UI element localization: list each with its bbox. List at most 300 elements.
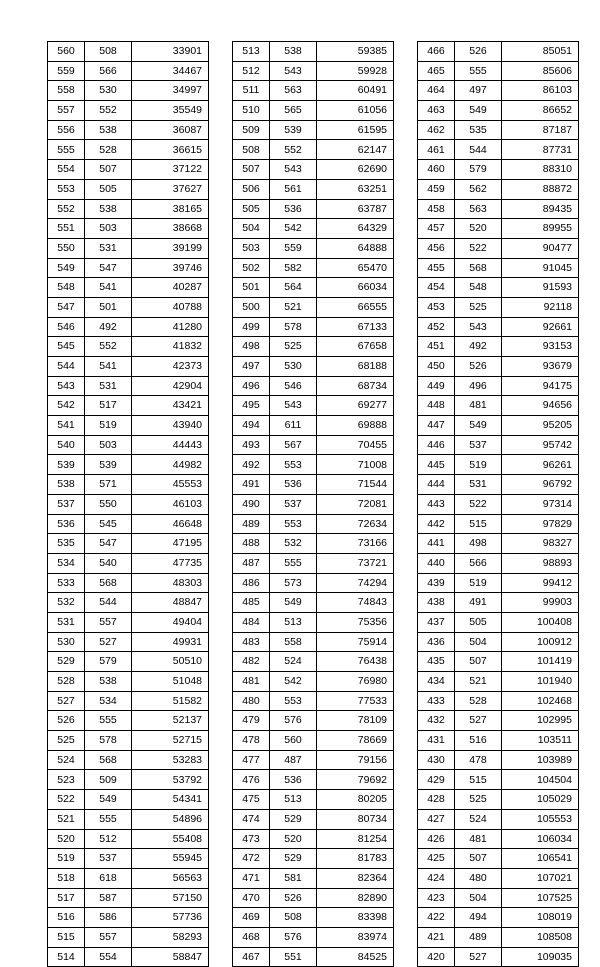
cumulative-cell: 107525 (502, 888, 579, 908)
table-row (233, 514, 394, 534)
score-cell: 483 (233, 632, 270, 652)
score-cell: 493 (233, 435, 270, 455)
table-row (418, 199, 579, 219)
cumulative-cell: 108508 (502, 927, 579, 947)
cumulative-cell: 68734 (317, 376, 394, 396)
score-cell: 512 (233, 61, 270, 81)
table-row (418, 947, 579, 967)
score-cell: 553 (48, 179, 85, 199)
table-row (233, 278, 394, 298)
table-row (233, 160, 394, 180)
score-cell: 436 (418, 632, 455, 652)
score-cell: 444 (418, 475, 455, 495)
score-cell: 461 (418, 140, 455, 160)
table-row (418, 396, 579, 416)
score-cell: 494 (233, 416, 270, 436)
count-cell: 481 (455, 396, 502, 416)
score-cell: 453 (418, 297, 455, 317)
score-cell: 421 (418, 927, 455, 947)
count-cell: 553 (270, 455, 317, 475)
table-row (233, 593, 394, 613)
score-cell: 441 (418, 534, 455, 554)
cumulative-cell: 95742 (502, 435, 579, 455)
cumulative-cell: 74843 (317, 593, 394, 613)
table-row (233, 297, 394, 317)
table-row (48, 691, 209, 711)
cumulative-cell: 61056 (317, 101, 394, 121)
count-cell: 536 (270, 770, 317, 790)
cumulative-cell: 98327 (502, 534, 579, 554)
score-cell: 434 (418, 672, 455, 692)
table-row (48, 947, 209, 967)
count-cell: 543 (270, 61, 317, 81)
table-row (48, 868, 209, 888)
cumulative-cell: 39746 (132, 258, 209, 278)
cumulative-cell: 93679 (502, 357, 579, 377)
count-cell: 555 (85, 809, 132, 829)
score-cell: 514 (48, 947, 85, 967)
count-cell: 550 (85, 494, 132, 514)
count-cell: 520 (455, 219, 502, 239)
score-cell: 560 (48, 42, 85, 62)
score-cell: 552 (48, 199, 85, 219)
count-cell: 542 (270, 219, 317, 239)
count-cell: 515 (455, 770, 502, 790)
table-row (233, 81, 394, 101)
table-row (233, 790, 394, 810)
cumulative-cell: 94175 (502, 376, 579, 396)
cumulative-cell: 75914 (317, 632, 394, 652)
count-cell: 531 (85, 238, 132, 258)
score-cell: 544 (48, 357, 85, 377)
score-cell: 516 (48, 908, 85, 928)
table-row (233, 750, 394, 770)
score-cell: 432 (418, 711, 455, 731)
cumulative-cell: 96792 (502, 475, 579, 495)
cumulative-cell: 77533 (317, 691, 394, 711)
table-row (418, 140, 579, 160)
count-cell: 582 (270, 258, 317, 278)
score-cell: 484 (233, 612, 270, 632)
score-cell: 491 (233, 475, 270, 495)
score-cell: 420 (418, 947, 455, 967)
table-row (48, 238, 209, 258)
count-cell: 571 (85, 475, 132, 495)
table-row (418, 731, 579, 751)
score-cell: 531 (48, 612, 85, 632)
table-row (48, 357, 209, 377)
count-cell: 528 (85, 140, 132, 160)
table-row (233, 258, 394, 278)
score-cell: 442 (418, 514, 455, 534)
table-row (233, 534, 394, 554)
count-cell: 508 (85, 42, 132, 62)
score-cell: 423 (418, 888, 455, 908)
cumulative-cell: 53792 (132, 770, 209, 790)
cumulative-cell: 88872 (502, 179, 579, 199)
count-cell: 507 (455, 652, 502, 672)
cumulative-cell: 33901 (132, 42, 209, 62)
table-row (418, 219, 579, 239)
score-cell: 480 (233, 691, 270, 711)
score-cell: 515 (48, 927, 85, 947)
count-cell: 578 (85, 731, 132, 751)
table-row (48, 809, 209, 829)
count-cell: 528 (455, 691, 502, 711)
cumulative-cell: 40287 (132, 278, 209, 298)
table-row (418, 357, 579, 377)
cumulative-cell: 56563 (132, 868, 209, 888)
count-cell: 512 (85, 829, 132, 849)
cumulative-cell: 37627 (132, 179, 209, 199)
cumulative-cell: 55945 (132, 849, 209, 869)
table-row (48, 829, 209, 849)
cumulative-cell: 92118 (502, 297, 579, 317)
cumulative-cell: 103989 (502, 750, 579, 770)
count-cell: 587 (85, 888, 132, 908)
cumulative-cell: 66034 (317, 278, 394, 298)
cumulative-cell: 71008 (317, 455, 394, 475)
cumulative-cell: 43940 (132, 416, 209, 436)
table-row (48, 455, 209, 475)
score-cell: 554 (48, 160, 85, 180)
count-cell: 576 (270, 927, 317, 947)
count-cell: 544 (455, 140, 502, 160)
count-cell: 543 (455, 317, 502, 337)
table-row (48, 888, 209, 908)
cumulative-cell: 39199 (132, 238, 209, 258)
cumulative-cell: 59928 (317, 61, 394, 81)
score-cell: 537 (48, 494, 85, 514)
table-row (48, 317, 209, 337)
table-row (48, 593, 209, 613)
count-cell: 525 (270, 337, 317, 357)
cumulative-cell: 104504 (502, 770, 579, 790)
cumulative-cell: 37122 (132, 160, 209, 180)
table-row (418, 120, 579, 140)
table-row (233, 573, 394, 593)
table-row (48, 278, 209, 298)
count-cell: 552 (85, 337, 132, 357)
count-cell: 561 (270, 179, 317, 199)
count-cell: 537 (270, 494, 317, 514)
score-cell: 530 (48, 632, 85, 652)
score-table-3 (417, 41, 579, 967)
table-row (48, 416, 209, 436)
cumulative-cell: 34467 (132, 61, 209, 81)
count-cell: 555 (270, 553, 317, 573)
score-cell: 550 (48, 238, 85, 258)
score-cell: 476 (233, 770, 270, 790)
count-cell: 503 (85, 435, 132, 455)
cumulative-cell: 108019 (502, 908, 579, 928)
count-cell: 563 (270, 81, 317, 101)
score-cell: 439 (418, 573, 455, 593)
score-cell: 425 (418, 849, 455, 869)
score-cell: 520 (48, 829, 85, 849)
count-cell: 554 (85, 947, 132, 967)
score-cell: 489 (233, 514, 270, 534)
table-row (48, 849, 209, 869)
score-cell: 492 (233, 455, 270, 475)
score-cell: 538 (48, 475, 85, 495)
cumulative-cell: 51048 (132, 672, 209, 692)
score-cell: 458 (418, 199, 455, 219)
table-row (418, 160, 579, 180)
count-cell: 576 (270, 711, 317, 731)
count-cell: 532 (270, 534, 317, 554)
score-cell: 430 (418, 750, 455, 770)
score-cell: 533 (48, 573, 85, 593)
table-row (418, 278, 579, 298)
count-cell: 559 (270, 238, 317, 258)
count-cell: 551 (270, 947, 317, 967)
table-row (48, 199, 209, 219)
cumulative-cell: 76980 (317, 672, 394, 692)
count-cell: 579 (85, 652, 132, 672)
cumulative-cell: 100408 (502, 612, 579, 632)
cumulative-cell: 52715 (132, 731, 209, 751)
count-cell: 553 (270, 514, 317, 534)
cumulative-cell: 107021 (502, 868, 579, 888)
table-row (48, 711, 209, 731)
count-cell: 519 (455, 455, 502, 475)
cumulative-cell: 88310 (502, 160, 579, 180)
count-cell: 538 (270, 42, 317, 62)
count-cell: 531 (85, 376, 132, 396)
table-row (418, 868, 579, 888)
table-row (48, 672, 209, 692)
cumulative-cell: 99903 (502, 593, 579, 613)
count-cell: 581 (270, 868, 317, 888)
cumulative-cell: 64888 (317, 238, 394, 258)
cumulative-cell: 72634 (317, 514, 394, 534)
table-row (48, 612, 209, 632)
score-cell: 542 (48, 396, 85, 416)
count-cell: 537 (85, 849, 132, 869)
score-cell: 499 (233, 317, 270, 337)
score-cell: 536 (48, 514, 85, 534)
score-cell: 496 (233, 376, 270, 396)
score-cell: 532 (48, 593, 85, 613)
cumulative-cell: 76438 (317, 652, 394, 672)
table-row (48, 160, 209, 180)
count-cell: 478 (455, 750, 502, 770)
count-cell: 536 (270, 475, 317, 495)
cumulative-cell: 54341 (132, 790, 209, 810)
table-row (233, 908, 394, 928)
score-cell: 500 (233, 297, 270, 317)
table-row (233, 711, 394, 731)
table-row (233, 475, 394, 495)
cumulative-cell: 45553 (132, 475, 209, 495)
cumulative-cell: 84525 (317, 947, 394, 967)
count-cell: 549 (455, 416, 502, 436)
table-row (233, 947, 394, 967)
table-row (418, 376, 579, 396)
count-cell: 564 (270, 278, 317, 298)
count-cell: 481 (455, 829, 502, 849)
table-row (418, 514, 579, 534)
score-cell: 454 (418, 278, 455, 298)
count-cell: 504 (455, 632, 502, 652)
table-row (48, 219, 209, 239)
score-cell: 558 (48, 81, 85, 101)
table-row (418, 849, 579, 869)
table-row (418, 711, 579, 731)
count-cell: 507 (455, 849, 502, 869)
cumulative-cell: 97829 (502, 514, 579, 534)
table-row (48, 750, 209, 770)
score-cell: 440 (418, 553, 455, 573)
count-cell: 546 (270, 376, 317, 396)
cumulative-cell: 47735 (132, 553, 209, 573)
cumulative-cell: 101419 (502, 652, 579, 672)
table-row (418, 927, 579, 947)
score-cell: 478 (233, 731, 270, 751)
cumulative-cell: 57150 (132, 888, 209, 908)
cumulative-cell: 95205 (502, 416, 579, 436)
cumulative-cell: 102468 (502, 691, 579, 711)
table-row (418, 317, 579, 337)
score-cell: 522 (48, 790, 85, 810)
cumulative-cell: 63787 (317, 199, 394, 219)
cumulative-cell: 102995 (502, 711, 579, 731)
table-row (48, 337, 209, 357)
count-cell: 519 (455, 573, 502, 593)
score-cell: 469 (233, 908, 270, 928)
table-row (418, 475, 579, 495)
cumulative-cell: 60491 (317, 81, 394, 101)
count-cell: 498 (455, 534, 502, 554)
table-row (233, 888, 394, 908)
score-cell: 475 (233, 790, 270, 810)
table-row (233, 416, 394, 436)
table-row (418, 809, 579, 829)
score-cell: 524 (48, 750, 85, 770)
table-row (233, 140, 394, 160)
count-cell: 527 (85, 632, 132, 652)
score-cell: 472 (233, 849, 270, 869)
score-cell: 422 (418, 908, 455, 928)
count-cell: 547 (85, 258, 132, 278)
score-cell: 460 (418, 160, 455, 180)
score-table-2 (232, 41, 394, 967)
count-cell: 560 (270, 731, 317, 751)
table-row (233, 652, 394, 672)
count-cell: 535 (455, 120, 502, 140)
score-cell: 521 (48, 809, 85, 829)
table-row (48, 435, 209, 455)
score-cell: 438 (418, 593, 455, 613)
table-row (418, 652, 579, 672)
table-row (233, 179, 394, 199)
count-cell: 539 (85, 455, 132, 475)
score-cell: 503 (233, 238, 270, 258)
score-cell: 556 (48, 120, 85, 140)
score-cell: 473 (233, 829, 270, 849)
cumulative-cell: 38165 (132, 199, 209, 219)
cumulative-cell: 50510 (132, 652, 209, 672)
score-cell: 504 (233, 219, 270, 239)
count-cell: 536 (270, 199, 317, 219)
table-row (48, 908, 209, 928)
score-cell: 455 (418, 258, 455, 278)
table-row (418, 573, 579, 593)
cumulative-cell: 43421 (132, 396, 209, 416)
cumulative-cell: 49404 (132, 612, 209, 632)
score-cell: 477 (233, 750, 270, 770)
score-cell: 549 (48, 258, 85, 278)
score-cell: 467 (233, 947, 270, 967)
score-cell: 548 (48, 278, 85, 298)
cumulative-cell: 70455 (317, 435, 394, 455)
table-row (233, 494, 394, 514)
score-cell: 497 (233, 357, 270, 377)
table-row (418, 908, 579, 928)
table-row (233, 868, 394, 888)
count-cell: 507 (85, 160, 132, 180)
cumulative-cell: 96261 (502, 455, 579, 475)
count-cell: 568 (85, 750, 132, 770)
count-cell: 543 (270, 160, 317, 180)
cumulative-cell: 57736 (132, 908, 209, 928)
table-row (48, 927, 209, 947)
table-row (233, 396, 394, 416)
table-row (233, 42, 394, 62)
table-row (233, 61, 394, 81)
count-cell: 579 (455, 160, 502, 180)
cumulative-cell: 79156 (317, 750, 394, 770)
table-row (418, 435, 579, 455)
cumulative-cell: 85051 (502, 42, 579, 62)
count-cell: 524 (455, 809, 502, 829)
score-cell: 505 (233, 199, 270, 219)
cumulative-cell: 46103 (132, 494, 209, 514)
cumulative-cell: 94656 (502, 396, 579, 416)
count-cell: 549 (455, 101, 502, 121)
score-cell: 462 (418, 120, 455, 140)
score-cell: 485 (233, 593, 270, 613)
cumulative-cell: 68188 (317, 357, 394, 377)
score-cell: 527 (48, 691, 85, 711)
count-cell: 543 (270, 396, 317, 416)
table-row (233, 770, 394, 790)
table-row (418, 238, 579, 258)
count-cell: 562 (455, 179, 502, 199)
cumulative-cell: 87731 (502, 140, 579, 160)
cumulative-cell: 58293 (132, 927, 209, 947)
score-cell: 481 (233, 672, 270, 692)
table-row (233, 317, 394, 337)
table-row (48, 140, 209, 160)
count-cell: 540 (85, 553, 132, 573)
count-cell: 521 (270, 297, 317, 317)
score-cell: 459 (418, 179, 455, 199)
count-cell: 538 (85, 672, 132, 692)
cumulative-cell: 87187 (502, 120, 579, 140)
table-row (233, 357, 394, 377)
cumulative-cell: 67133 (317, 317, 394, 337)
table-row (418, 770, 579, 790)
table-row (48, 61, 209, 81)
score-cell: 559 (48, 61, 85, 81)
table-row (233, 337, 394, 357)
score-cell: 487 (233, 553, 270, 573)
score-cell: 517 (48, 888, 85, 908)
table-row (48, 494, 209, 514)
cumulative-cell: 89955 (502, 219, 579, 239)
